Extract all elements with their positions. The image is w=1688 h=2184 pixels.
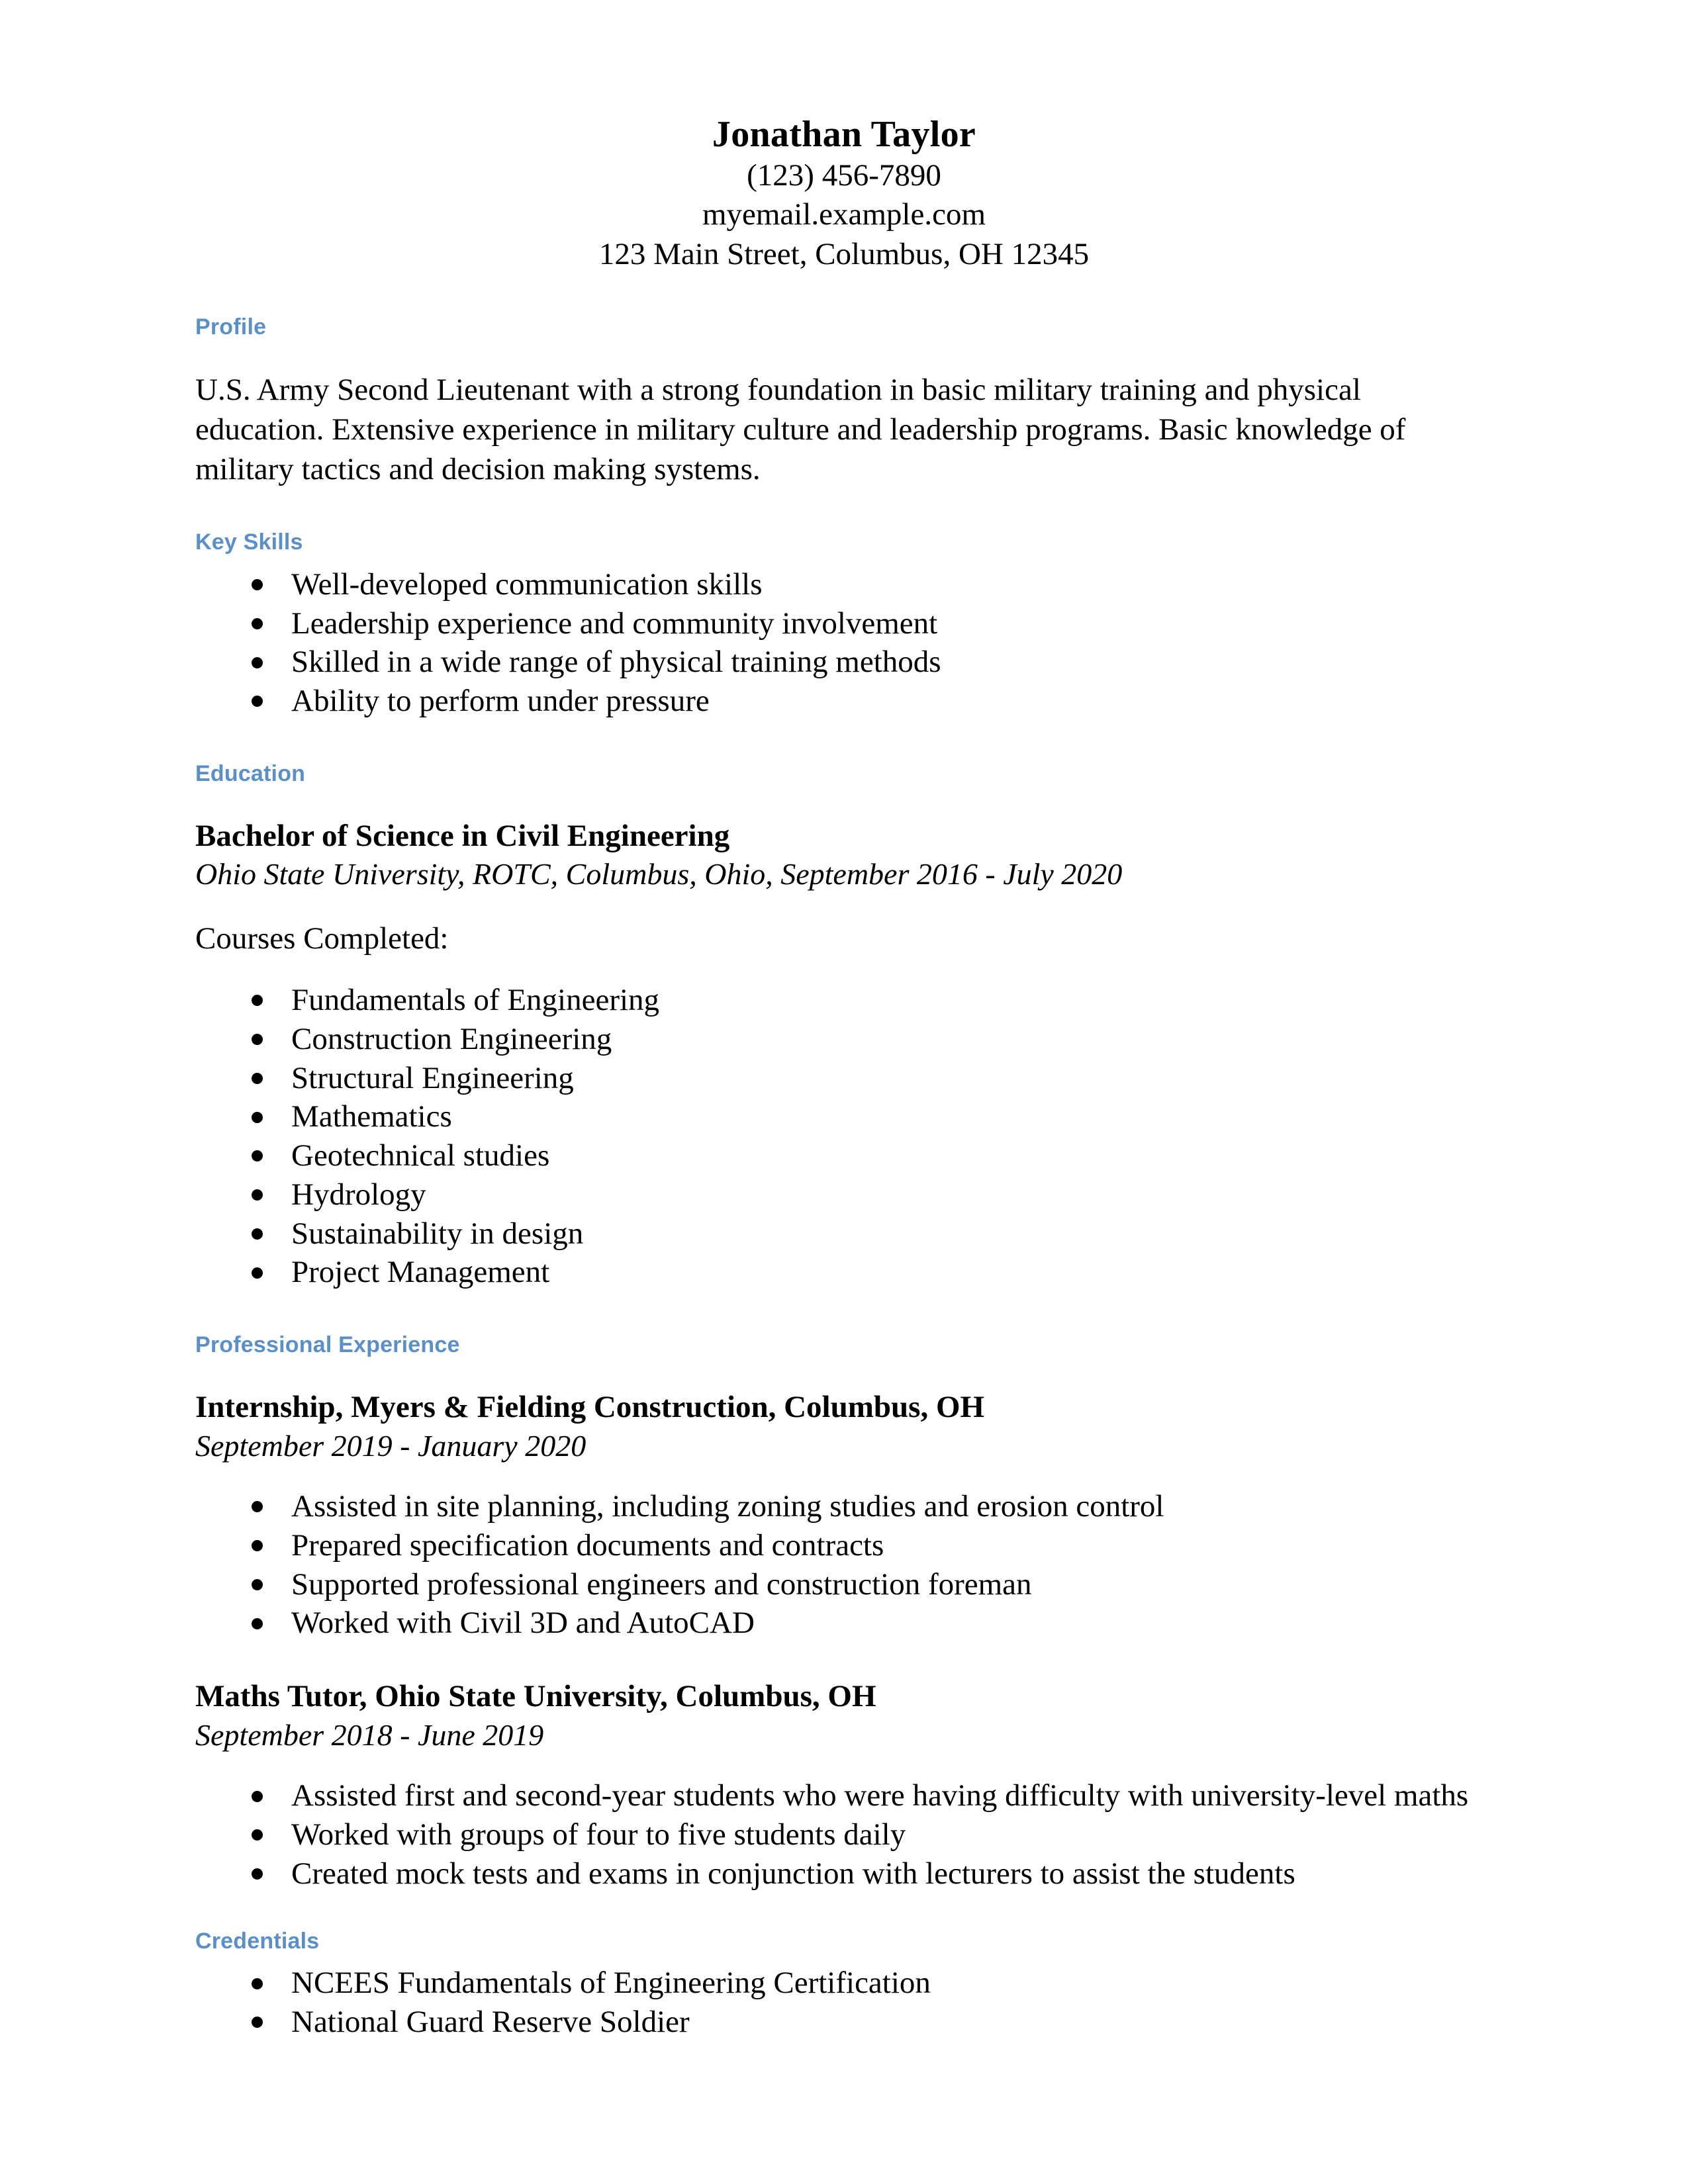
list-item-label: Ability to perform under pressure <box>291 684 710 719</box>
list-item-label: Assisted in site planning, including zoning studies and erosion control <box>291 1489 1164 1524</box>
list-item-label: Created mock tests and exams in conjunction with lecturers to assist the students <box>291 1856 1295 1891</box>
credentials-list <box>195 1964 1493 2042</box>
resume-content <box>195 0 1493 2042</box>
list-item <box>195 1253 1493 1292</box>
bullet-dot-icon <box>252 618 263 629</box>
list-item <box>195 1815 1493 1854</box>
bullet-dot-icon <box>252 2017 263 2028</box>
bullet-dot-icon <box>252 1228 263 1240</box>
profile-paragraph: U.S. Army Second Lieutenant with a strong foundation in basic military training and physical education. Extensive experience in military culture and leadership programs. Basic knowledge of military tactics and decision making systems. <box>195 372 1406 486</box>
list-item <box>195 1175 1493 1214</box>
bullet-dot-icon <box>252 696 263 707</box>
list-item <box>195 1136 1493 1175</box>
courses-completed-label: Courses Completed: <box>195 921 449 956</box>
bullet-dot-icon <box>252 1034 263 1045</box>
experience-dates: September 2019 - January 2020 <box>195 1428 586 1463</box>
list-item <box>195 682 1493 721</box>
experience-title: Maths Tutor, Ohio State University, Columbus, OH <box>195 1679 876 1714</box>
list-item-label: Sustainability in design <box>291 1216 584 1251</box>
list-item <box>195 1487 1493 1526</box>
experience-title: Internship, Myers & Fielding Construction, Columbus, OH <box>195 1389 985 1424</box>
list-item <box>195 643 1493 682</box>
section-profile <box>195 314 1493 489</box>
candidate-email: myemail.example.com <box>702 197 986 232</box>
candidate-address: 123 Main Street, Columbus, OH 12345 <box>598 236 1090 271</box>
experience-entry <box>195 1388 1493 1643</box>
list-item-label: National Guard Reserve Soldier <box>291 2005 690 2040</box>
list-item-label: Leadership experience and community involvement <box>291 606 938 641</box>
list-item <box>195 565 1493 604</box>
list-item-label: Geotechnical studies <box>291 1138 550 1173</box>
list-item-label: Hydrology <box>291 1177 426 1212</box>
list-item <box>195 1059 1493 1098</box>
list-item <box>195 1020 1493 1059</box>
bullet-dot-icon <box>252 1112 263 1123</box>
key-skills-list <box>195 565 1493 721</box>
list-item <box>195 604 1493 643</box>
bullet-dot-icon <box>252 1618 263 1629</box>
list-item-label: Worked with Civil 3D and AutoCAD <box>291 1606 755 1641</box>
list-item <box>195 1565 1493 1604</box>
section-heading-credentials: Credentials <box>195 1928 320 1954</box>
list-item-label: Assisted first and second-year students who were having difficulty with university-level maths <box>291 1778 1469 1813</box>
list-item-label: Fundamentals of Engineering <box>291 983 660 1017</box>
list-item-label: Skilled in a wide range of physical training methods <box>291 645 941 680</box>
bullet-dot-icon <box>252 1189 263 1201</box>
list-item-label: Construction Engineering <box>291 1021 612 1056</box>
bullet-dot-icon <box>252 1150 263 1161</box>
list-item <box>195 1964 1493 2003</box>
education-institution: Ohio State University, ROTC, Columbus, Ohio, September 2016 - July 2020 <box>195 857 1123 891</box>
experience-dates: September 2018 - June 2019 <box>195 1717 544 1752</box>
list-item-label: Well-developed communication skills <box>291 567 763 602</box>
bullet-dot-icon <box>252 1791 263 1802</box>
list-item <box>195 1214 1493 1253</box>
bullet-dot-icon <box>252 1540 263 1551</box>
section-heading-key-skills: Key Skills <box>195 529 303 555</box>
bullet-dot-icon <box>252 1978 263 1989</box>
list-item <box>195 1526 1493 1565</box>
bullet-dot-icon <box>252 1267 263 1279</box>
section-heading-education: Education <box>195 760 306 786</box>
bullet-dot-icon <box>252 995 263 1006</box>
education-degree: Bachelor of Science in Civil Engineering <box>195 818 730 853</box>
experience-entry <box>195 1677 1493 1893</box>
list-item <box>195 1097 1493 1136</box>
section-heading-profile: Profile <box>195 314 267 340</box>
experience-bullets <box>195 1487 1493 1643</box>
list-item <box>195 981 1493 1020</box>
bullet-dot-icon <box>252 579 263 590</box>
list-item-label: Worked with groups of four to five students daily <box>291 1817 906 1852</box>
courses-list <box>195 981 1493 1292</box>
list-item-label: Project Management <box>291 1255 550 1290</box>
section-professional-experience <box>195 1332 1493 1893</box>
list-item <box>195 1604 1493 1643</box>
candidate-name: Jonathan Taylor <box>712 114 976 155</box>
list-item <box>195 2003 1493 2042</box>
bullet-dot-icon <box>252 1501 263 1512</box>
bullet-dot-icon <box>252 1073 263 1084</box>
experience-bullets <box>195 1776 1493 1893</box>
bullet-dot-icon <box>252 1829 263 1841</box>
bullet-dot-icon <box>252 657 263 668</box>
bullet-dot-icon <box>252 1579 263 1590</box>
resume-header <box>195 0 1493 274</box>
section-key-skills <box>195 529 1493 721</box>
list-item <box>195 1854 1493 1893</box>
list-item-label: Mathematics <box>291 1099 452 1134</box>
candidate-phone: (123) 456-7890 <box>747 158 941 193</box>
list-item-label: Supported professional engineers and construction foreman <box>291 1567 1032 1602</box>
bullet-dot-icon <box>252 1868 263 1880</box>
list-item-label: NCEES Fundamentals of Engineering Certification <box>291 1966 931 2001</box>
list-item <box>195 1776 1493 1815</box>
list-item-label: Structural Engineering <box>291 1060 574 1095</box>
section-heading-professional-experience: Professional Experience <box>195 1332 460 1357</box>
section-credentials <box>195 1928 1493 2042</box>
section-education <box>195 760 1493 1292</box>
list-item-label: Prepared specification documents and contracts <box>291 1527 884 1563</box>
